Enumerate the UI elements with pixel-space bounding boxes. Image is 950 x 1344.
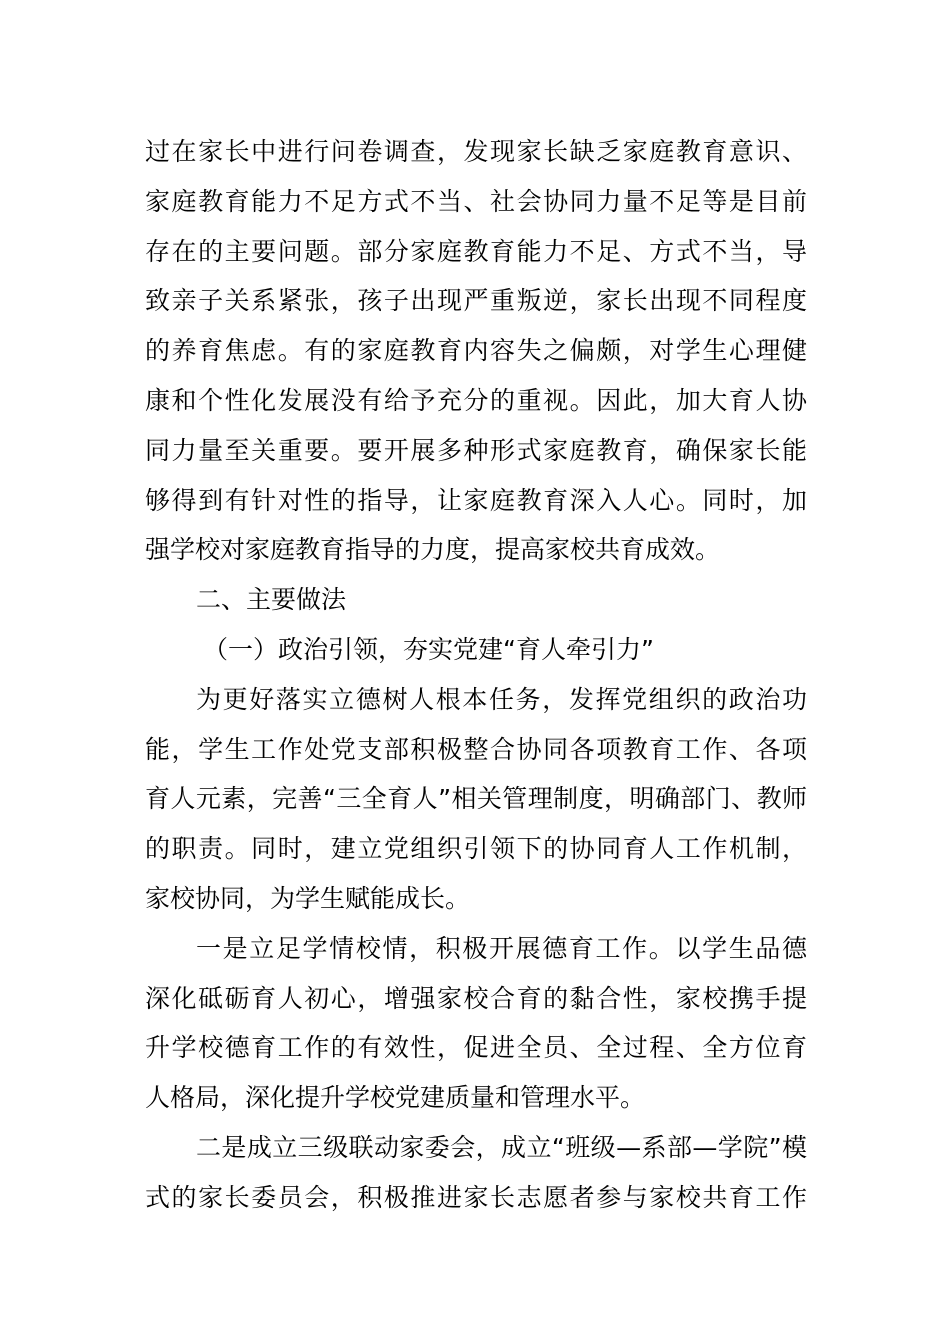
text-line: 式的家长委员会，积极推进家长志愿者参与家校共育工作	[145, 1182, 807, 1212]
body-text	[145, 127, 807, 1223]
text-line: 育人元素，完善“三全育人”相关管理制度，明确部门、教师	[145, 784, 807, 814]
text-line: 人格局，深化提升学校党建质量和管理水平。	[145, 1083, 646, 1113]
text-line: 家庭教育能力不足方式不当、社会协同力量不足等是目前	[145, 186, 807, 216]
text-line: 家校协同，为学生赋能成长。	[145, 883, 471, 913]
text-line: 为更好落实立德树人根本任务，发挥党组织的政治功	[196, 684, 807, 714]
text-line: 深化砥砺育人初心，增强家校合育的黏合性，家校携手提	[145, 983, 807, 1013]
section-heading: 二、主要做法	[196, 585, 347, 615]
text-line: 二是成立三级联动家委会，成立“班级—系部—学院”模	[196, 1132, 807, 1162]
text-line: 强学校对家庭教育指导的力度，提高家校共育成效。	[145, 535, 721, 565]
text-line: 同力量至关重要。要开展多种形式家庭教育，确保家长能	[145, 435, 807, 465]
text-line: 够得到有针对性的指导，让家庭教育深入人心。同时，加	[145, 485, 807, 515]
text-line: 能，学生工作处党支部积极整合协同各项教育工作、各项	[145, 734, 807, 764]
text-line: 一是立足学情校情，积极开展德育工作。以学生品德	[196, 933, 807, 963]
text-line: 过在家长中进行问卷调查，发现家长缺乏家庭教育意识、	[145, 137, 807, 166]
text-line: 存在的主要问题。部分家庭教育能力不足、方式不当，导	[145, 236, 807, 266]
text-line: 的养育焦虑。有的家庭教育内容失之偏颇，对学生心理健	[145, 336, 807, 366]
text-line: 致亲子关系紧张，孩子出现严重叛逆，家长出现不同程度	[145, 286, 807, 316]
text-line: 康和个性化发展没有给予充分的重视。因此，加大育人协	[145, 385, 807, 415]
subsection-heading: （一）政治引领，夯实党建“育人牵引力”	[203, 634, 654, 664]
text-line: 升学校德育工作的有效性，促进全员、全过程、全方位育	[145, 1033, 807, 1063]
text-line: 的职责。同时，建立党组织引领下的协同育人工作机制，	[145, 834, 807, 864]
